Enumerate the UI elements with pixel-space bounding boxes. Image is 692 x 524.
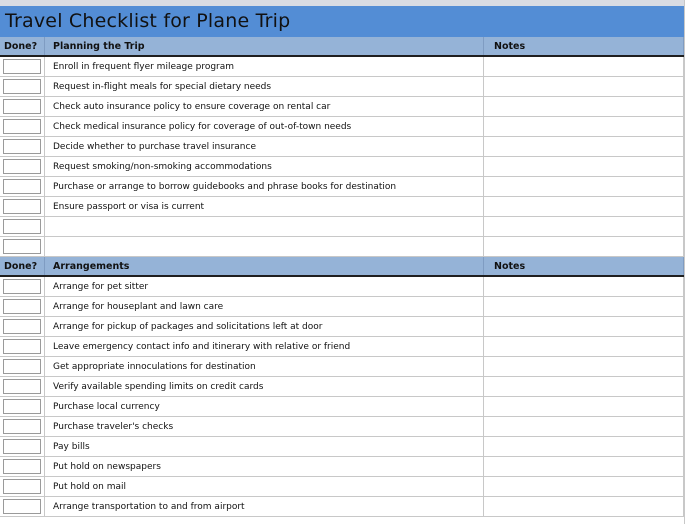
table-row (0, 177, 684, 197)
done-checkbox[interactable] (3, 339, 41, 354)
table-row (0, 277, 684, 297)
notes-cell[interactable] (484, 117, 684, 136)
checklist-grid (0, 37, 684, 517)
done-cell[interactable] (0, 277, 45, 296)
task-cell[interactable]: Check auto insurance policy to ensure coverage on rental car (45, 97, 484, 116)
done-cell[interactable] (0, 237, 45, 256)
done-checkbox[interactable] (3, 419, 41, 434)
task-cell[interactable]: Arrange for houseplant and lawn care (45, 297, 484, 316)
done-cell[interactable] (0, 217, 45, 236)
notes-cell[interactable] (484, 397, 684, 416)
done-cell[interactable] (0, 197, 45, 216)
notes-cell[interactable] (484, 97, 684, 116)
task-cell[interactable]: Decide whether to purchase travel insurance (45, 137, 484, 156)
done-checkbox[interactable] (3, 459, 41, 474)
task-cell[interactable]: Enroll in frequent flyer mileage program (45, 57, 484, 76)
notes-cell[interactable] (484, 377, 684, 396)
notes-cell[interactable] (484, 197, 684, 216)
task-column-header[interactable]: Planning the Trip (45, 37, 484, 55)
task-cell[interactable]: Get appropriate innoculations for destination (45, 357, 484, 376)
table-row (0, 457, 684, 477)
notes-cell[interactable] (484, 177, 684, 196)
notes-cell[interactable] (484, 237, 684, 256)
done-cell[interactable] (0, 497, 45, 516)
table-row (0, 477, 684, 497)
done-checkbox[interactable] (3, 219, 41, 234)
notes-column-header[interactable]: Notes (484, 37, 684, 55)
notes-cell[interactable] (484, 57, 684, 76)
task-cell[interactable]: Put hold on mail (45, 477, 484, 496)
notes-cell[interactable] (484, 437, 684, 456)
done-cell[interactable] (0, 417, 45, 436)
notes-cell[interactable] (484, 157, 684, 176)
done-checkbox[interactable] (3, 299, 41, 314)
done-cell[interactable] (0, 357, 45, 376)
notes-cell[interactable] (484, 217, 684, 236)
task-cell[interactable]: Ensure passport or visa is current (45, 197, 484, 216)
notes-cell[interactable] (484, 417, 684, 436)
done-checkbox[interactable] (3, 379, 41, 394)
table-row (0, 237, 684, 257)
task-cell[interactable]: Pay bills (45, 437, 484, 456)
task-cell[interactable]: Arrange transportation to and from airport (45, 497, 484, 516)
table-row (0, 217, 684, 237)
done-checkbox[interactable] (3, 319, 41, 334)
notes-cell[interactable] (484, 497, 684, 516)
notes-cell[interactable] (484, 277, 684, 296)
done-cell[interactable] (0, 297, 45, 316)
done-cell[interactable] (0, 317, 45, 336)
done-checkbox[interactable] (3, 99, 41, 114)
done-cell[interactable] (0, 457, 45, 476)
table-row (0, 497, 684, 517)
done-checkbox[interactable] (3, 159, 41, 174)
section-header-planning (0, 37, 684, 57)
done-cell[interactable] (0, 77, 45, 96)
task-cell[interactable]: Arrange for pickup of packages and solicitations left at door (45, 317, 484, 336)
task-cell[interactable]: Purchase traveler's checks (45, 417, 484, 436)
task-column-header[interactable]: Arrangements (45, 257, 484, 275)
done-cell[interactable] (0, 117, 45, 136)
done-checkbox[interactable] (3, 79, 41, 94)
done-checkbox[interactable] (3, 439, 41, 454)
done-checkbox[interactable] (3, 139, 41, 154)
notes-cell[interactable] (484, 477, 684, 496)
table-row (0, 397, 684, 417)
table-row (0, 137, 684, 157)
title-bar[interactable] (0, 6, 684, 38)
notes-cell[interactable] (484, 317, 684, 336)
task-cell[interactable]: Request in-flight meals for special dietary needs (45, 77, 484, 96)
done-cell[interactable] (0, 437, 45, 456)
done-cell[interactable] (0, 177, 45, 196)
done-checkbox[interactable] (3, 179, 41, 194)
table-row (0, 377, 684, 397)
done-checkbox[interactable] (3, 59, 41, 74)
table-row (0, 117, 684, 137)
notes-cell[interactable] (484, 297, 684, 316)
done-column-header[interactable]: Done? (0, 37, 45, 55)
task-cell[interactable]: Verify available spending limits on credit cards (45, 377, 484, 396)
page-title: Travel Checklist for Plane Trip (5, 10, 291, 32)
task-cell[interactable] (45, 217, 484, 236)
done-checkbox[interactable] (3, 119, 41, 134)
task-cell[interactable]: Purchase local currency (45, 397, 484, 416)
notes-cell[interactable] (484, 357, 684, 376)
done-checkbox[interactable] (3, 479, 41, 494)
done-checkbox[interactable] (3, 199, 41, 214)
table-row (0, 157, 684, 177)
task-cell[interactable]: Arrange for pet sitter (45, 277, 484, 296)
notes-cell[interactable] (484, 137, 684, 156)
notes-column-header[interactable]: Notes (484, 257, 684, 275)
task-cell[interactable]: Request smoking/non-smoking accommodations (45, 157, 484, 176)
done-checkbox[interactable] (3, 399, 41, 414)
done-cell[interactable] (0, 477, 45, 496)
notes-cell[interactable] (484, 457, 684, 476)
table-row (0, 57, 684, 77)
task-cell[interactable]: Check medical insurance policy for coverage of out-of-town needs (45, 117, 484, 136)
done-cell[interactable] (0, 157, 45, 176)
done-cell[interactable] (0, 97, 45, 116)
section-header-arrangements (0, 257, 684, 277)
table-row (0, 297, 684, 317)
done-cell[interactable] (0, 397, 45, 416)
done-cell[interactable] (0, 337, 45, 356)
table-row (0, 357, 684, 377)
done-checkbox[interactable] (3, 279, 41, 294)
done-checkbox[interactable] (3, 359, 41, 374)
table-row (0, 437, 684, 457)
task-cell[interactable]: Purchase or arrange to borrow guidebooks and phrase books for destination (45, 177, 484, 196)
done-cell[interactable] (0, 137, 45, 156)
table-row (0, 417, 684, 437)
table-row (0, 337, 684, 357)
done-checkbox[interactable] (3, 499, 41, 514)
table-row (0, 197, 684, 217)
task-cell[interactable]: Put hold on newspapers (45, 457, 484, 476)
table-row (0, 97, 684, 117)
done-column-header[interactable]: Done? (0, 257, 45, 275)
table-row (0, 77, 684, 97)
done-cell[interactable] (0, 57, 45, 76)
task-cell[interactable]: Leave emergency contact info and itinerary with relative or friend (45, 337, 484, 356)
done-cell[interactable] (0, 377, 45, 396)
done-checkbox[interactable] (3, 239, 41, 254)
notes-cell[interactable] (484, 337, 684, 356)
adjacent-empty-column[interactable] (684, 0, 692, 524)
task-cell[interactable] (45, 237, 484, 256)
table-row (0, 317, 684, 337)
notes-cell[interactable] (484, 77, 684, 96)
